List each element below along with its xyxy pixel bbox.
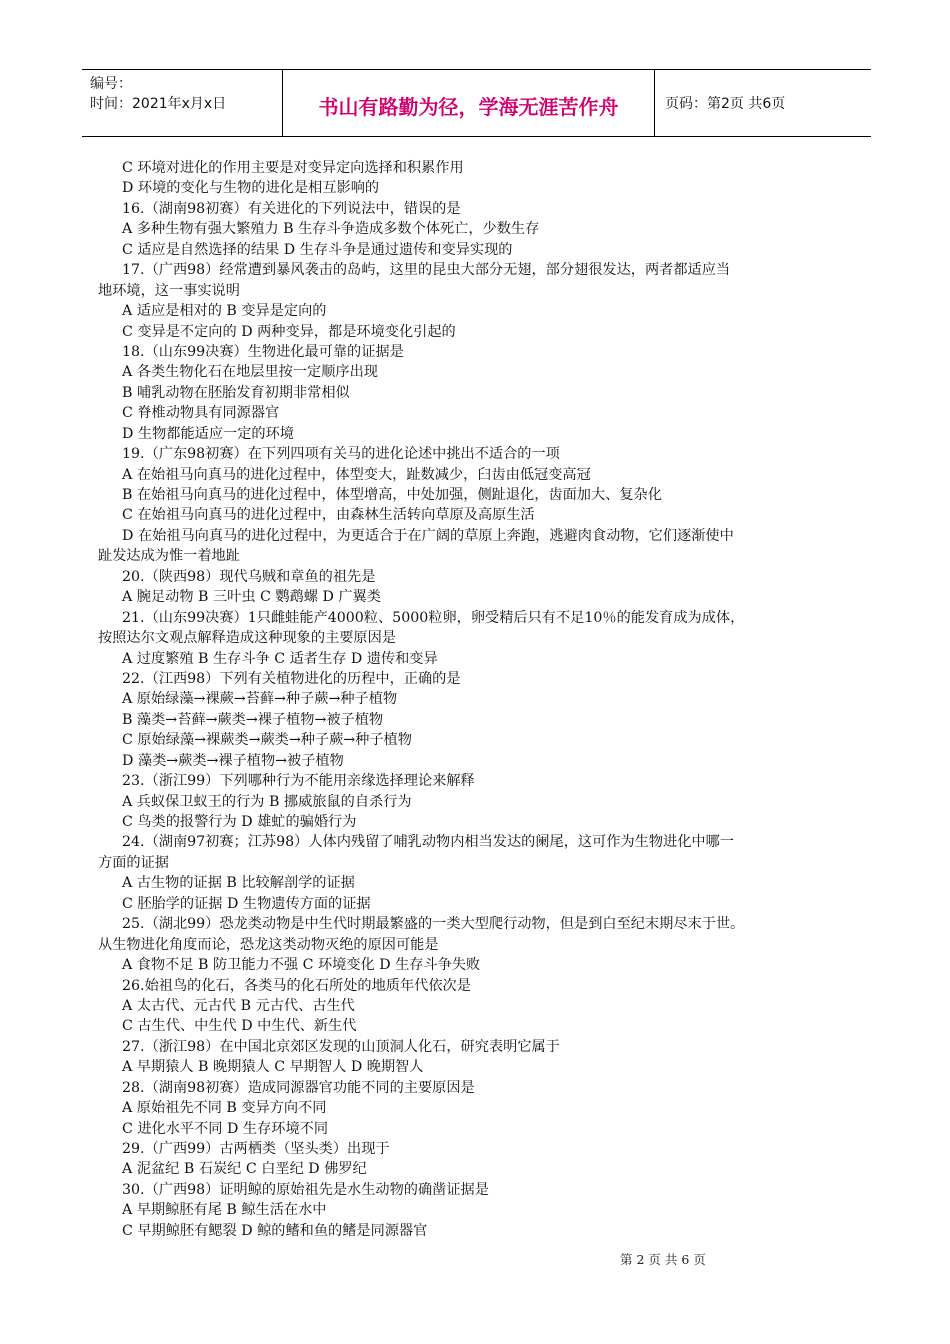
text-line: 按照达尔文观点解释造成这种现象的主要原因是 xyxy=(98,630,396,647)
text-line: 29.（广西99）古两栖类（坚头类）出现于 xyxy=(122,1141,390,1157)
text-line: A 多种生物有强大繁殖力 B 生存斗争造成多数个体死亡，少数生存 xyxy=(122,221,540,238)
text-line: A 过度繁殖 B 生存斗争 C 适者生存 D 遗传和变异 xyxy=(122,650,438,667)
document-time-label: 时间：2021年x月x日 xyxy=(90,96,227,112)
text-line: 24.（湖南97初赛；江苏98）人体内残留了哺乳动物内相当发达的阑尾，这可作为生物进化中哪一 xyxy=(122,834,734,851)
text-line: C 古生代、中生代 D 中生代、新生代 xyxy=(122,1018,357,1035)
header-motto: 书山有路勤为径，学海无涯苦作舟 xyxy=(282,70,655,136)
text-line: 22.（江西98）下列有关植物进化的历程中，正确的是 xyxy=(122,670,461,687)
text-line: 16.（湖南98初赛）有关进化的下列说法中，错误的是 xyxy=(122,200,461,217)
question-body xyxy=(98,158,858,1241)
text-line: A 原始祖先不同 B 变异方向不同 xyxy=(122,1100,327,1117)
text-line: D 环境的变化与生物的进化是相互影响的 xyxy=(122,180,380,197)
text-line: C 原始绿藻→裸蕨类→蕨类→种子蕨→种子植物 xyxy=(122,732,412,749)
text-line: 18.（山东99决赛）生物进化最可靠的证据是 xyxy=(122,343,404,360)
text-line: A 早期鲸胚有尾 B 鲸生活在水中 xyxy=(122,1202,327,1219)
text-line: B 在始祖马向真马的进化过程中，体型增高，中处加强，侧趾退化，齿面加大、复杂化 xyxy=(122,487,662,503)
text-line: 趾发达成为惟一着地趾 xyxy=(98,548,240,565)
text-line: 方面的证据 xyxy=(98,854,169,871)
text-line: C 变异是不定向的 D 两种变异，都是环境变化引起的 xyxy=(122,323,456,340)
text-line: B 藻类→苔藓→蕨类→裸子植物→被子植物 xyxy=(122,711,384,728)
text-line: C 进化水平不同 D 生存环境不同 xyxy=(122,1120,329,1137)
text-line: C 在始祖马向真马的进化过程中，由森林生活转向草原及高原生活 xyxy=(122,507,535,524)
text-line: 21.（山东99决赛）1只雌蛙能产4000粒、5000粒卵，卵受精后只有不足10％的能发育成为成体， xyxy=(122,609,745,626)
text-line: A 早期猿人 B 晚期猿人 C 早期智人 D 晚期智人 xyxy=(122,1059,424,1076)
text-line: D 在始祖马向真马的进化过程中，为更适合于在广阔的草原上奔跑，逃避肉食动物，它们逐渐使中 xyxy=(122,527,734,544)
text-line: C 环境对进化的作用主要是对变异定向选择和积累作用 xyxy=(122,160,464,176)
text-line: D 生物都能适应一定的环境 xyxy=(122,425,294,442)
text-line: A 在始祖马向真马的进化过程中，体型变大，趾数减少，臼齿由低冠变高冠 xyxy=(122,466,591,483)
text-line: 20.（陕西98）现代乌贼和章鱼的祖先是 xyxy=(122,568,376,585)
text-line: 28.（湖南98初赛）造成同源器官功能不同的主要原因是 xyxy=(122,1079,475,1096)
text-line: 23.（浙江99）下列哪种行为不能用亲缘选择理论来解释 xyxy=(122,773,475,790)
header-page-number: 页码：第2页 共6页 xyxy=(665,96,786,112)
text-line: B 哺乳动物在胚胎发育初期非常相似 xyxy=(122,384,350,401)
text-line: 地环境，这一事实说明 xyxy=(98,282,240,299)
text-line: 26.始祖鸟的化石，各类马的化石所处的地质年代依次是 xyxy=(122,977,471,994)
text-line: 25.（湖北99）恐龙类动物是中生代时期最繁盛的一类大型爬行动物，但是到白至纪末期尽末于世。 xyxy=(122,916,745,933)
text-line: A 泥盆纪 B 石炭纪 C 白垩纪 D 佛罗纪 xyxy=(122,1161,367,1178)
text-line: A 太古代、元古代 B 元古代、古生代 xyxy=(122,997,355,1014)
text-line: A 兵蚁保卫蚁王的行为 B 挪威旅鼠的自杀行为 xyxy=(122,793,412,810)
text-line: A 适应是相对的 B 变异是定向的 xyxy=(122,303,327,320)
text-line: A 腕足动物 B 三叶虫 C 鹦鹉螺 D 广翼类 xyxy=(122,589,381,606)
text-line: C 鸟类的报警行为 D 雄虻的骗婚行为 xyxy=(122,814,357,830)
text-line: C 适应是自然选择的结果 D 生存斗争是通过遗传和变异实现的 xyxy=(122,241,513,258)
text-line: A 各类生物化石在地层里按一定顺序出现 xyxy=(122,364,378,381)
page-header xyxy=(82,69,871,137)
text-line: C 脊椎动物具有同源器官 xyxy=(122,405,280,422)
text-line: 27.（浙江98）在中国北京郊区发现的山顶洞人化石，研究表明它属于 xyxy=(122,1038,560,1055)
text-line: C 早期鲸胚有鳃裂 D 鲸的鳍和鱼的鳍是同源器官 xyxy=(122,1222,428,1239)
text-line: 17.（广西98）经常遭到暴风袭击的岛屿，这里的昆虫大部分无翅，部分翅很发达，两者都适应当 xyxy=(122,262,731,279)
text-line: A 原始绿藻→裸蕨→苔藓→种子蕨→种子植物 xyxy=(122,691,398,708)
header-meta xyxy=(82,70,282,136)
page-footer: 第 2 页 共 6 页 xyxy=(620,1252,706,1267)
text-line: 19.（广东98初赛）在下列四项有关马的进化论述中挑出不适合的一项 xyxy=(122,446,560,463)
document-number-label: 编号： xyxy=(90,76,132,92)
text-line: C 胚胎学的证据 D 生物遗传方面的证据 xyxy=(122,895,371,912)
text-line: D 藻类→蕨类→裸子植物→被子植物 xyxy=(122,752,344,769)
text-line: A 古生物的证据 B 比较解剖学的证据 xyxy=(122,875,355,892)
text-line: 从生物进化角度而论，恐龙这类动物灭绝的原因可能是 xyxy=(98,936,439,953)
text-line: 30.（广西98）证明鲸的原始祖先是水生动物的确凿证据是 xyxy=(122,1181,489,1198)
text-line: A 食物不足 B 防卫能力不强 C 环境变化 D 生存斗争失败 xyxy=(122,957,481,974)
